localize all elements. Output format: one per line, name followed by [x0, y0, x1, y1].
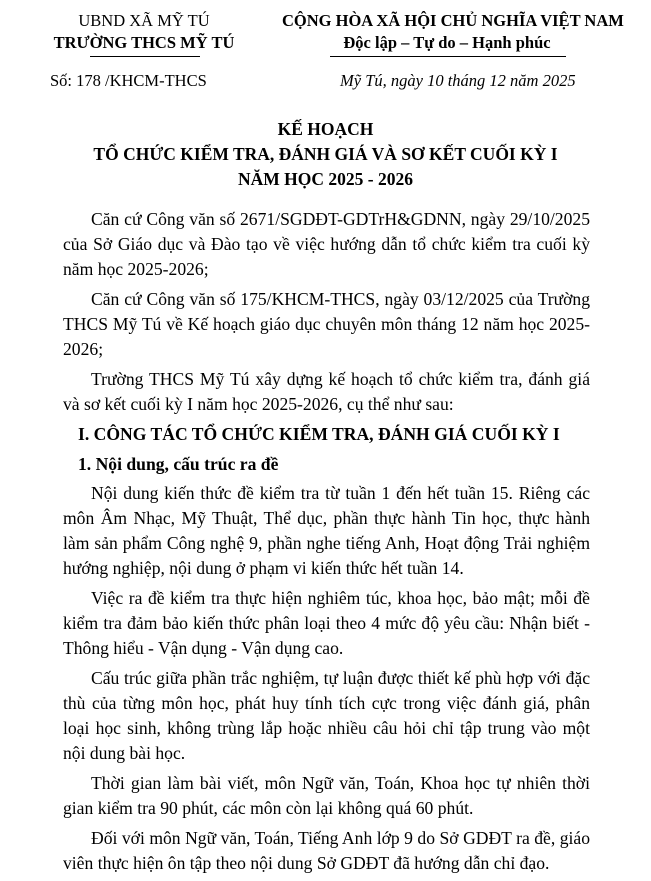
- paragraph-intro: Trường THCS Mỹ Tú xây dựng kế hoạch tổ chức kiểm tra, đánh giá và sơ kết cuối kỳ I năm học 2025-2026, cụ thể như sau:: [63, 369, 590, 414]
- org-line-1: UBND XÃ MỸ TÚ: [78, 11, 210, 30]
- place-date: Mỹ Tú, ngày 10 tháng 12 năm 2025: [340, 71, 576, 90]
- paragraph-grade9-exams: Đối với môn Ngữ văn, Toán, Tiếng Anh lớp 9 do Sở GDĐT ra đề, giáo viên thực hiện ôn tập theo nội dung Sở GDĐT đã hướng dẫn chỉ đạo.: [63, 828, 590, 873]
- nation-line-1: CỘNG HÒA XÃ HỘI CHỦ NGHĨA VIỆT NAM: [282, 11, 624, 30]
- paragraph-legal-basis-2: Căn cứ Công văn số 175/KHCM-THCS, ngày 03/12/2025 của Trường THCS Mỹ Tú về Kế hoạch giáo dục chuyên môn tháng 12 năm học 2025-2026;: [63, 289, 590, 359]
- document-subtitle: TỔ CHỨC KIỂM TRA, ĐÁNH GIÁ VÀ SƠ KẾT CUỐI KỲ I: [93, 144, 558, 164]
- subsection-heading-1: 1. Nội dung, cấu trúc ra đề: [78, 454, 279, 474]
- paragraph-content-scope: Nội dung kiến thức đề kiểm tra từ tuần 1 đến hết tuần 15. Riêng các môn Âm Nhạc, Mỹ Thuật, Thể dục, phần thực hành Tin học, thực hành làm sản phẩm Công nghệ 9, phần nghe tiếng Anh, Hoạt động Trải nghiệm hướng nghiệp, nội dung ở phạm vi kiến thức hết tuần 14.: [63, 483, 590, 578]
- document-title: KẾ HOẠCH: [277, 119, 374, 139]
- org-underline: [90, 56, 200, 57]
- paragraph-exam-requirements: Việc ra đề kiểm tra thực hiện nghiêm túc, khoa học, bảo mật; mỗi đề kiểm tra đảm bảo kiến thức phân loại theo 4 mức độ yêu cầu: Nhận biết - Thông hiểu - Vận dụng - Vận dụng cao.: [63, 588, 590, 658]
- document-school-year: NĂM HỌC 2025 - 2026: [238, 169, 413, 189]
- paragraph-exam-structure: Cấu trúc giữa phần trắc nghiệm, tự luận được thiết kế phù hợp với đặc thù của từng môn học, phát huy tính tích cực trong việc đánh giá, phân loại học sinh, không trùng lắp hoặc nhiều câu hỏi chỉ tập trung vào một nội dung bài học.: [63, 668, 590, 763]
- paragraph-exam-duration: Thời gian làm bài viết, môn Ngữ văn, Toán, Khoa học tự nhiên thời gian kiểm tra 90 phút, các môn còn lại không quá 60 phút.: [63, 773, 590, 818]
- document-body: [63, 207, 590, 881]
- org-line-2: TRƯỜNG THCS MỸ TÚ: [53, 33, 235, 52]
- paragraph-legal-basis-1: Căn cứ Công văn số 2671/SGDĐT-GDTrH&GDNN, ngày 29/10/2025 của Sở Giáo dục và Đào tạo về việc hướng dẫn tổ chức kiểm tra cuối kỳ năm học 2025-2026;: [63, 209, 590, 279]
- nation-motto: Độc lập – Tự do – Hạnh phúc: [343, 33, 551, 52]
- document-number: Số: 178 /KHCM-THCS: [50, 71, 207, 90]
- nation-underline: [330, 56, 566, 57]
- section-heading-1: I. CÔNG TÁC TỔ CHỨC KIỂM TRA, ĐÁNH GIÁ CUỐI KỲ I: [78, 424, 560, 444]
